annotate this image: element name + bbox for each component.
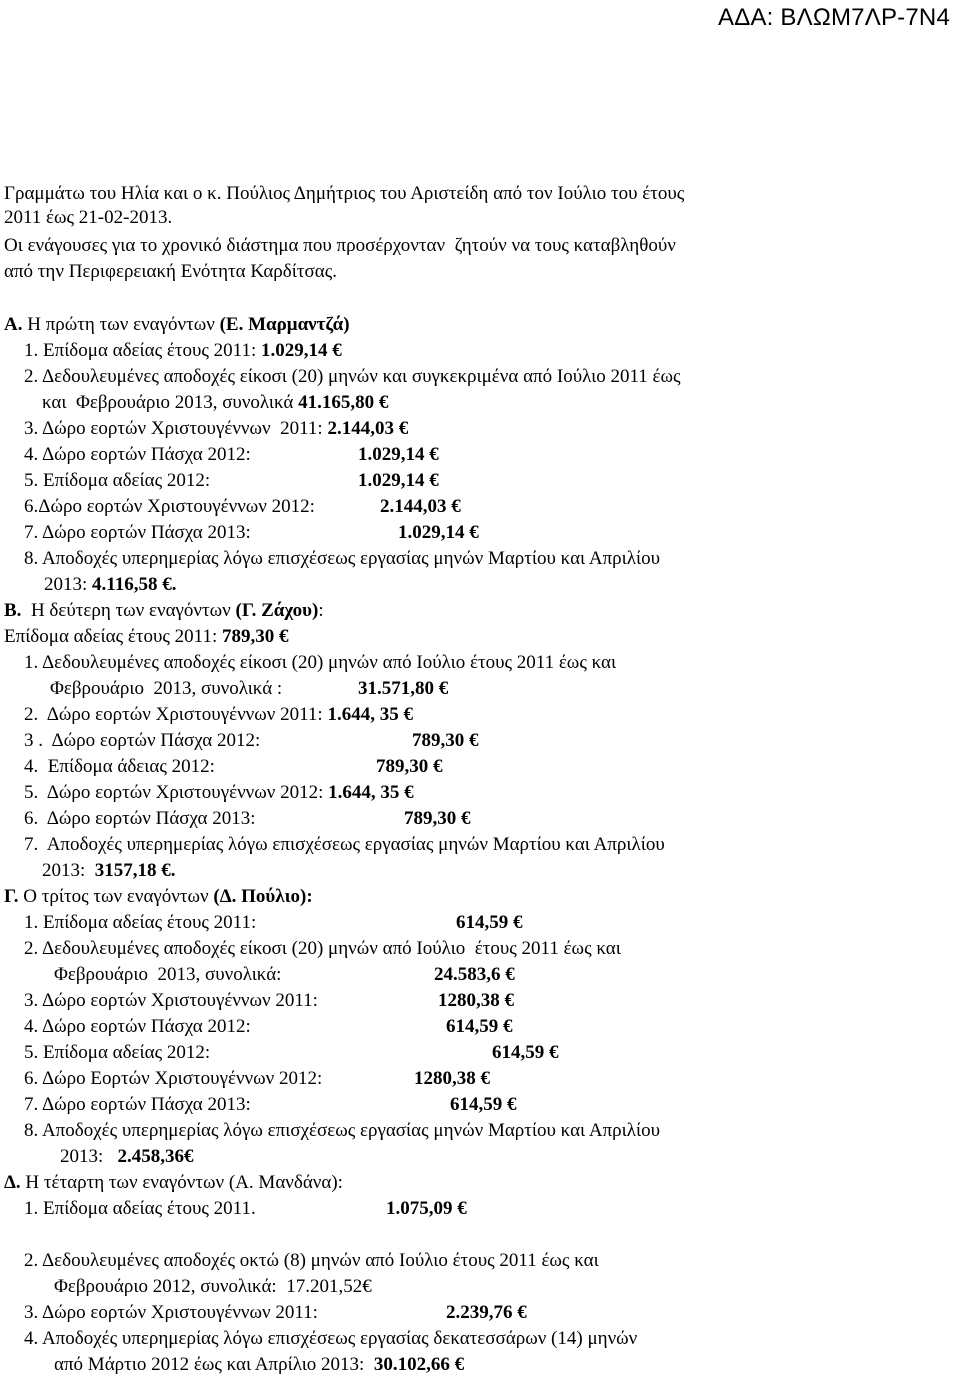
section-c-heading: Γ. Ο τρίτος των εναγόντων (Δ. Πούλιο):: [4, 886, 313, 907]
a-item-6: 6.Δώρο εορτών Χριστουγέννων 2012:: [24, 496, 315, 517]
b-item-6-amount: 789,30 €: [404, 808, 471, 829]
a-item-2-line-1: 2. Δεδουλευμένες αποδοχές είκοσι (20) μηνών και συγκεκριμένα από Ιούλιο 2011 έως: [24, 366, 681, 387]
c-item-3-amount: 1280,38 €: [438, 990, 514, 1011]
c-item-7: 7. Δώρο εορτών Πάσχα 2013:: [24, 1094, 251, 1115]
a-item-7: 7. Δώρο εορτών Πάσχα 2013:: [24, 522, 251, 543]
section-b-heading: Β. Η δεύτερη των εναγόντων (Γ. Ζάχου):: [4, 600, 324, 621]
b-leave-2011: Επίδομα αδείας έτους 2011: 789,30 €: [4, 626, 289, 647]
a-item-5-amount: 1.029,14 €: [358, 470, 439, 491]
b-item-1-line-2: Φεβρουάριο 2013, συνολικά :: [50, 678, 283, 699]
c-item-8-line-1: 8. Αποδοχές υπερημερίας λόγω επισχέσεως εργασίας μηνών Μαρτίου και Απριλίου: [24, 1120, 660, 1141]
d-item-1: 1. Επίδομα αδείας έτους 2011.: [24, 1198, 256, 1219]
a-item-4-amount: 1.029,14 €: [358, 444, 439, 465]
b-item-5: 5. Δώρο εορτών Χριστουγέννων 2012: 1.644, 35 €: [24, 782, 414, 803]
b-item-7-line-1: 7. Αποδοχές υπερημερίας λόγω επισχέσεως εργασίας μηνών Μαρτίου και Απριλίου: [24, 834, 665, 855]
d-item-4-line-1: 4. Αποδοχές υπερημερίας λόγω επισχέσεως εργασίας δεκατεσσάρων (14) μηνών: [24, 1328, 638, 1349]
c-item-6: 6. Δώρο Εορτών Χριστουγέννων 2012:: [24, 1068, 323, 1089]
b-item-3-amount: 789,30 €: [412, 730, 479, 751]
a-item-1: 1. Επίδομα αδείας έτους 2011: 1.029,14 €: [24, 340, 342, 361]
c-item-4-amount: 614,59 €: [446, 1016, 513, 1037]
c-item-2-line-2: Φεβρουάριο 2013, συνολικά:: [54, 964, 282, 985]
b-item-1-amount: 31.571,80 €: [358, 678, 449, 699]
b-item-1-line-1: 1. Δεδουλευμένες αποδοχές είκοσι (20) μηνών από Ιούλιο έτους 2011 έως και: [24, 652, 617, 673]
c-item-1-amount: 614,59 €: [456, 912, 523, 933]
a-item-4: 4. Δώρο εορτών Πάσχα 2012:: [24, 444, 251, 465]
d-item-2-line-2: Φεβρουάριο 2012, συνολικά: 17.201,52€: [54, 1276, 372, 1297]
c-item-6-amount: 1280,38 €: [414, 1068, 490, 1089]
intro-line-3: Οι ενάγουσες για το χρονικό διάστημα που προσέρχονταν ζητούν να τους καταβληθούν: [4, 235, 676, 256]
a-item-6-amount: 2.144,03 €: [380, 496, 461, 517]
c-item-7-amount: 614,59 €: [450, 1094, 517, 1115]
a-item-3: 3. Δώρο εορτών Χριστουγέννων 2011: 2.144,03 €: [24, 418, 409, 439]
c-item-2-amount: 24.583,6 €: [434, 964, 515, 985]
intro-line-2: 2011 έως 21-02-2013.: [4, 207, 173, 228]
d-item-1-amount: 1.075,09 €: [386, 1198, 467, 1219]
section-a-heading: Α. Η πρώτη των εναγόντων (Ε. Μαρμαντζά): [4, 314, 350, 335]
document-reference-header: ΑΔΑ: ΒΛΩΜ7ΛΡ-7Ν4: [718, 4, 950, 31]
d-item-2-line-1: 2. Δεδουλευμένες αποδοχές οκτώ (8) μηνών από Ιούλιο έτους 2011 έως και: [24, 1250, 599, 1271]
b-item-6: 6. Δώρο εορτών Πάσχα 2013:: [24, 808, 256, 829]
c-item-3: 3. Δώρο εορτών Χριστουγέννων 2011:: [24, 990, 318, 1011]
b-item-7-line-2: 2013: 3157,18 €.: [42, 860, 176, 881]
a-item-5: 5. Επίδομα αδείας 2012:: [24, 470, 211, 491]
c-item-8-line-2: 2013: 2.458,36€: [60, 1146, 194, 1167]
b-item-4-amount: 789,30 €: [376, 756, 443, 777]
c-item-5: 5. Επίδομα αδείας 2012:: [24, 1042, 211, 1063]
d-item-3-amount: 2.239,76 €: [446, 1302, 527, 1323]
a-item-7-amount: 1.029,14 €: [398, 522, 479, 543]
intro-line-1: Γραμμάτω του Ηλία και ο κ. Πούλιος Δημήτριος του Αριστείδη από τον Ιούλιο του έτους: [4, 183, 685, 204]
c-item-4: 4. Δώρο εορτών Πάσχα 2012:: [24, 1016, 251, 1037]
section-d-heading: Δ. Η τέταρτη των εναγόντων (Α. Μανδάνα):: [4, 1172, 343, 1193]
c-item-2-line-1: 2. Δεδουλευμένες αποδοχές είκοσι (20) μηνών από Ιούλιο έτους 2011 έως και: [24, 938, 621, 959]
c-item-5-amount: 614,59 €: [492, 1042, 559, 1063]
c-item-1: 1. Επίδομα αδείας έτους 2011:: [24, 912, 257, 933]
b-item-3: 3 . Δώρο εορτών Πάσχα 2012:: [24, 730, 261, 751]
a-item-2-line-2: και Φεβρουάριο 2013, συνολικά 41.165,80 €: [42, 392, 389, 413]
intro-line-4: από την Περιφερειακή Ενότητα Καρδίτσας.: [4, 261, 337, 282]
b-item-2: 2. Δώρο εορτών Χριστουγέννων 2011: 1.644, 35 €: [24, 704, 413, 725]
b-item-4: 4. Επίδομα άδειας 2012:: [24, 756, 215, 777]
d-item-4-line-2: από Μάρτιο 2012 έως και Απρίλιο 2013: 30.102,66 €: [54, 1354, 465, 1375]
a-item-8-line-1: 8. Αποδοχές υπερημερίας λόγω επισχέσεως εργασίας μηνών Μαρτίου και Απριλίου: [24, 548, 660, 569]
d-item-3: 3. Δώρο εορτών Χριστουγέννων 2011:: [24, 1302, 318, 1323]
a-item-8-line-2: 2013: 4.116,58 €.: [44, 574, 177, 595]
